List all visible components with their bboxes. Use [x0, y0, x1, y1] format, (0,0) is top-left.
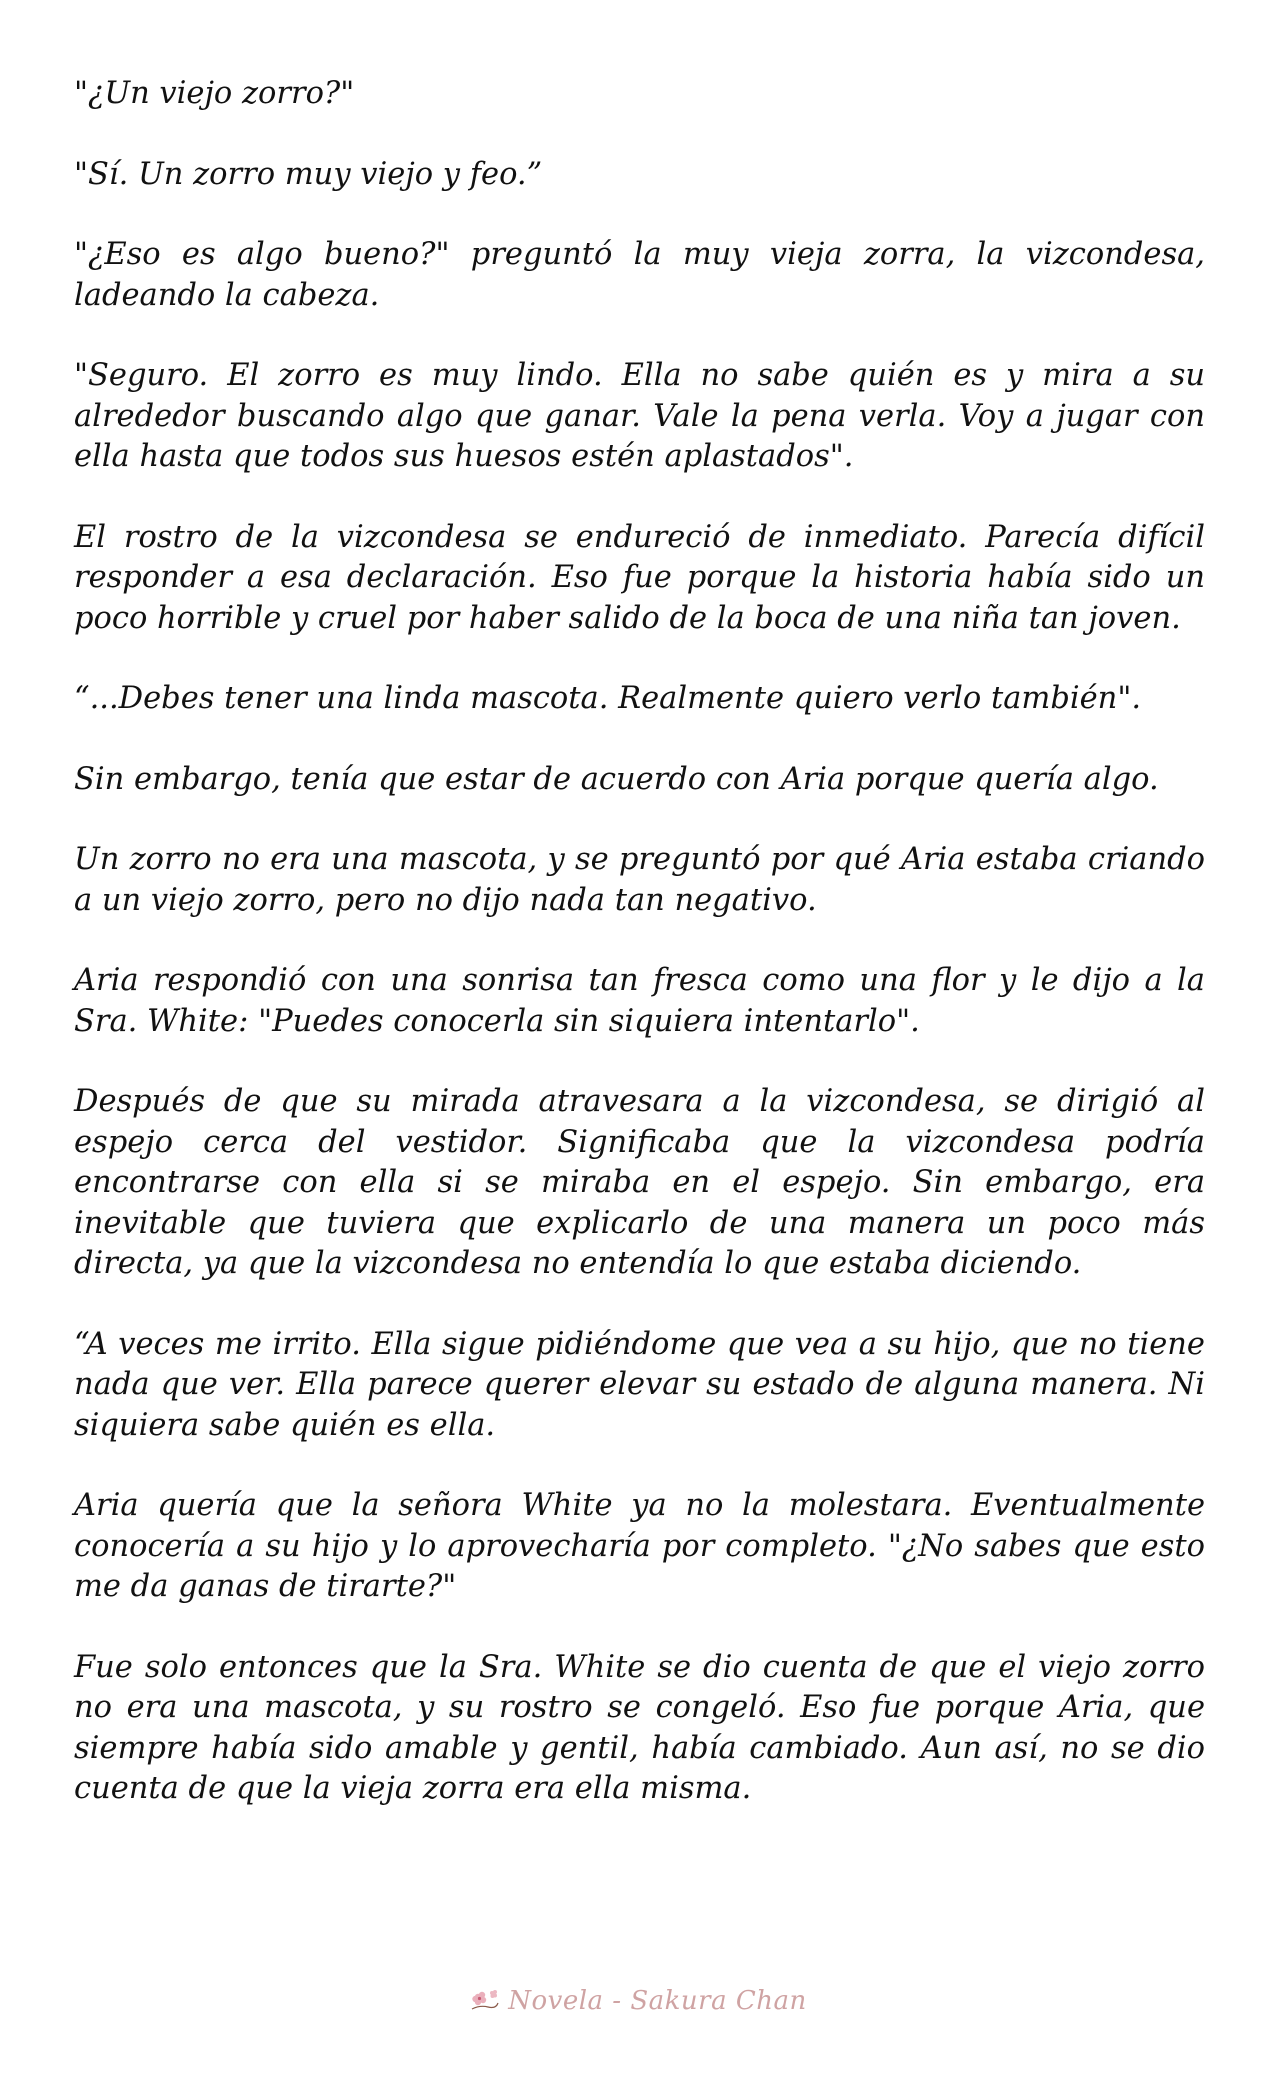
- paragraph-13: Fue solo entonces que la Sra. White se dio cuenta de que el viejo zorro no era una mascota, y su rostro se congeló. Eso fue porque Aria, que siempre había sido amable y gentil, había cambiado. Aun así, no se dio cuenta de que la vieja zorra era ella misma.: [74, 1649, 1205, 1806]
- paragraph-11: “A veces me irrito. Ella sigue pidiéndome que vea a su hijo, que no tiene nada que ver. Ella parece querer elevar su estado de alguna manera. Ni siquiera sabe quién es ella.: [74, 1326, 1205, 1443]
- watermark: [0, 1986, 1275, 2016]
- document-body: [74, 74, 1205, 1850]
- sakura-flower-icon: [468, 1987, 502, 2015]
- paragraph-1: "¿Un viejo zorro?": [74, 76, 355, 111]
- paragraph-2: "Sí. Un zorro muy viejo y feo.”: [74, 156, 543, 192]
- paragraph-3: "¿Eso es algo bueno?" preguntó la muy vieja zorra, la vizcondesa, ladeando la cabeza.: [74, 237, 1205, 313]
- paragraph-6: “...Debes tener una linda mascota. Realmente quiero verlo también".: [74, 681, 1142, 716]
- paragraph-10: Después de que su mirada atravesara a la vizcondesa, se dirigió al espejo cerca del vestidor. Significaba que la vizcondesa podría encontrarse con ella si se miraba en el espejo. Sin embargo, era inevitable que tuviera que explicarlo de una manera un poco más directa, ya que la vizcondesa no entendía lo que estaba diciendo.: [74, 1084, 1205, 1281]
- paragraph-8: Un zorro no era una mascota, y se preguntó por qué Aria estaba criando a un viejo zorro, pero no dijo nada tan negativo.: [74, 842, 1205, 918]
- paragraph-9: Aria respondió con una sonrisa tan fresca como una flor y le dijo a la Sra. White: "Puedes conocerla sin siquiera intentarlo".: [74, 963, 1205, 1039]
- paragraph-5: El rostro de la vizcondesa se endureció de inmediato. Parecía difícil responder a esa declaración. Eso fue porque la historia había sido un poco horrible y cruel por haber salido de la boca de una niña tan joven.: [74, 519, 1205, 636]
- paragraph-7: Sin embargo, tenía que estar de acuerdo con Aria porque quería algo.: [74, 761, 1159, 797]
- paragraph-12: Aria quería que la señora White ya no la molestara. Eventualmente conocería a su hijo y lo aprovecharía por completo. "¿No sabes que esto me da ganas de tirarte?": [74, 1488, 1205, 1604]
- watermark-text: Novela - Sakura Chan: [508, 1986, 807, 2016]
- paragraph-4: "Seguro. El zorro es muy lindo. Ella no sabe quién es y mira a su alrededor buscando algo que ganar. Vale la pena verla. Voy a jugar con ella hasta que todos sus huesos estén aplastados".: [74, 358, 1205, 474]
